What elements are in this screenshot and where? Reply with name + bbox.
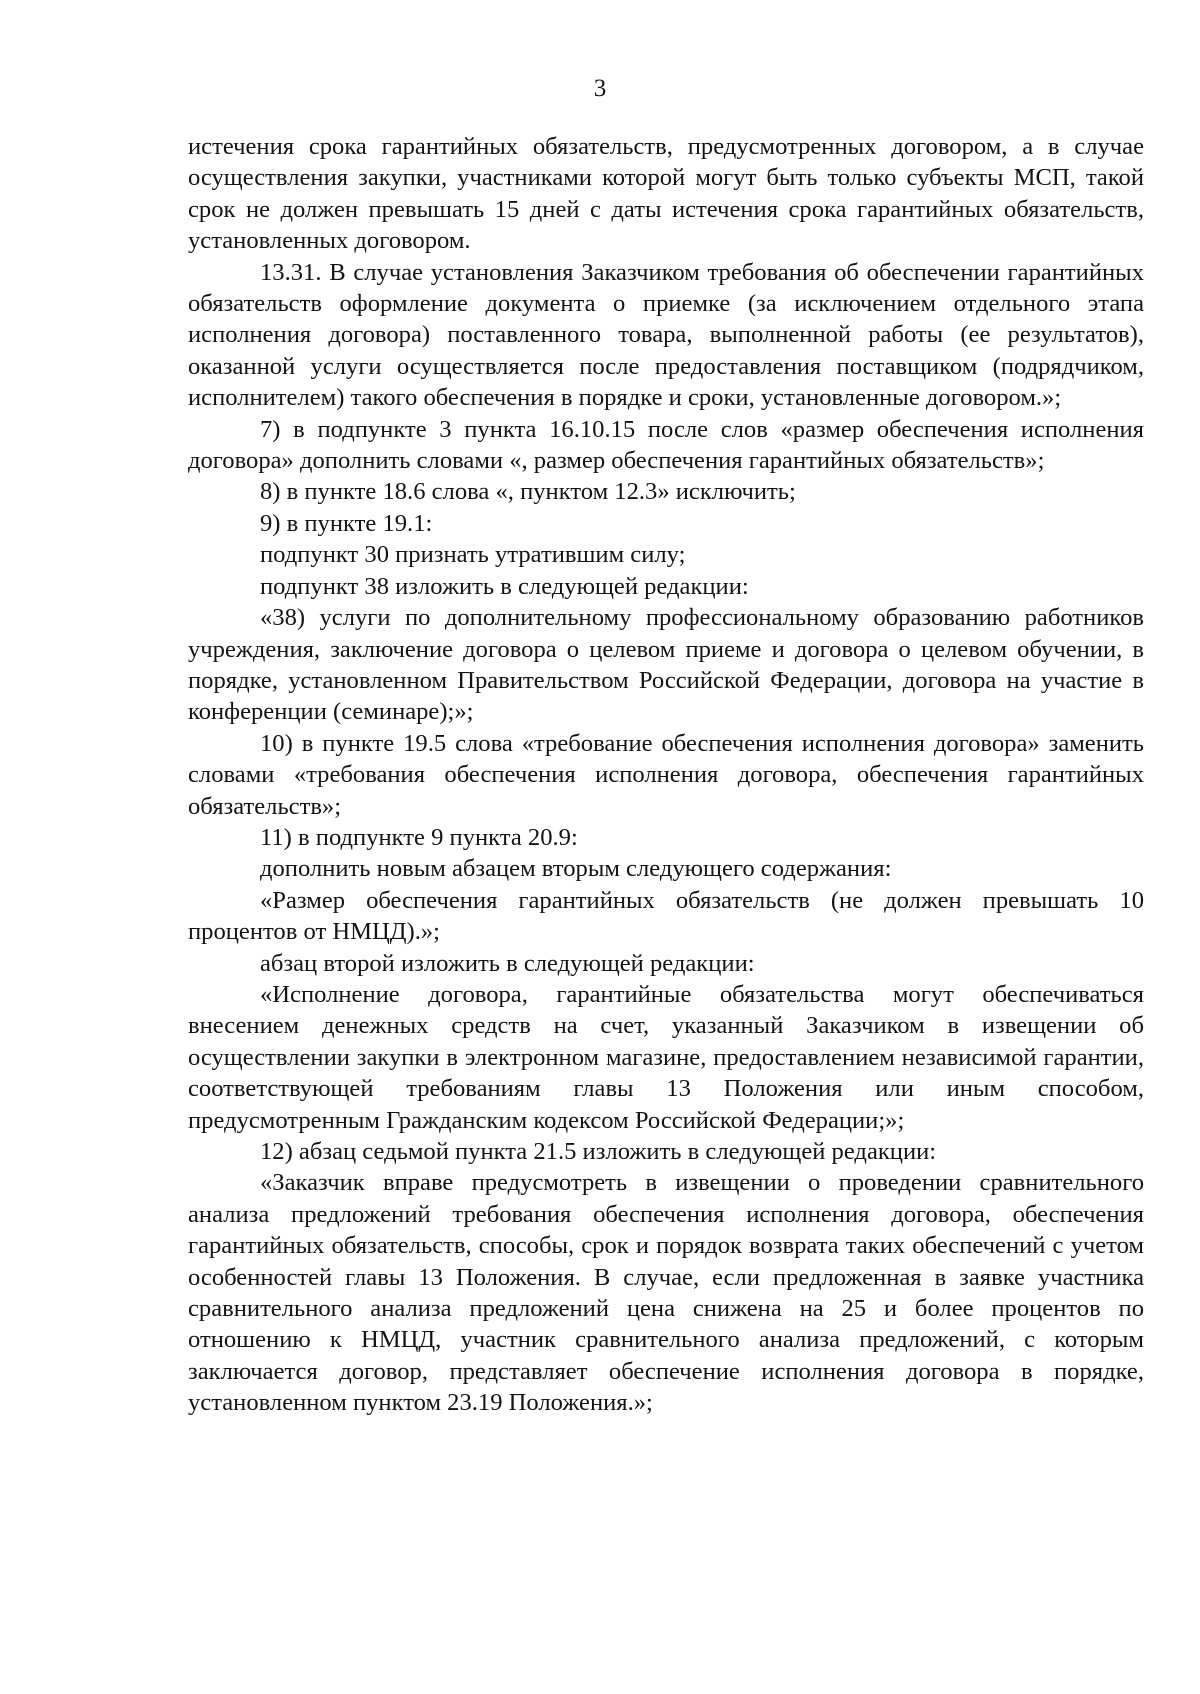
paragraph-item-7: 7) в подпункте 3 пункта 16.10.15 после слов «размер обеспечения исполнения договора» дополнить словами «, размер обеспечения гарантийных обязательств»;: [188, 415, 1144, 475]
paragraph-item-11: 11) в подпункте 9 пункта 20.9:: [260, 823, 578, 851]
paragraph-subitem-38: подпункт 38 изложить в следующей редакции:: [260, 572, 749, 600]
paragraph-subitem-30: подпункт 30 признать утратившим силу;: [260, 541, 686, 569]
paragraph-continuation: истечения срока гарантийных обязательств, предусмотренных договором, а в случае осуществления закупки, участниками которой могут быть только субъекты МСП, такой срок не должен превышать 15 дней с даты истечения срока гарантийных обязательств, установленных договором.: [188, 133, 1144, 255]
paragraph-add-abzac: дополнить новым абзацем вторым следующего содержания:: [260, 855, 892, 883]
paragraph-abzac-vtoroy: абзац второй изложить в следующей редакции:: [260, 949, 755, 977]
paragraph-item-10: 10) в пункте 19.5 слова «требование обеспечения исполнения договора» заменить словами «требования обеспечения исполнения договора, обеспечения гарантийных обязательств»;: [188, 729, 1144, 820]
paragraph-quote-razmer: «Размер обеспечения гарантийных обязательств (не должен превышать 10 процентов от НМЦД).»;: [188, 886, 1144, 946]
paragraph-item-8: 8) в пункте 18.6 слова «, пунктом 12.3» исключить;: [260, 478, 796, 506]
paragraph-item-9: 9) в пункте 19.1:: [260, 509, 433, 537]
page-number: 3: [593, 75, 607, 102]
paragraph-13-31: 13.31. В случае установления Заказчиком требования об обеспечении гарантийных обязательств оформление документа о приемке (за исключением отдельного этапа исполнения договора) поставленного товара, выполненной работы (ее результатов), оказанной услуги осуществляется после предоставления поставщиком (подрядчиком, исполнителем) такого обеспечения в порядке и сроки, установленные договором.»;: [188, 258, 1144, 412]
paragraph-quote-zakazchik: «Заказчик вправе предусмотреть в извещении о проведении сравнительного анализа предложений требования обеспечения исполнения договора, обеспечения гарантийных обязательств, способы, срок и порядок возврата таких обеспечений с учетом особенностей главы 13 Положения. В случае, если предложенная в заявке участника сравнительного анализа предложений цена снижена на 25 и более процентов по отношению к НМЦД, участник сравнительного анализа предложений, с которым заключается договор, представляет обеспечение исполнения договора в порядке, установленном пунктом 23.19 Положения.»;: [188, 1169, 1144, 1417]
paragraph-quote-ispolnenie: «Исполнение договора, гарантийные обязательства могут обеспечиваться внесением денежных средств на счет, указанный Заказчиком в извещении об осуществлении закупки в электронном магазине, предоставлением независимой гарантии, соответствующей требованиям главы 13 Положения или иным способом, предусмотренным Гражданским кодексом Российской Федерации;»;: [188, 980, 1144, 1134]
document-body: [188, 131, 1144, 1419]
paragraph-item-12: 12) абзац седьмой пункта 21.5 изложить в следующей редакции:: [260, 1138, 937, 1165]
paragraph-quote-38: «38) услуги по дополнительному профессиональному образованию работников учреждения, заключение договора о целевом приеме и договора о целевом обучении, в порядке, установленном Правительством Российской Федерации, договора на участие в конференции (семинаре);»;: [188, 604, 1144, 726]
